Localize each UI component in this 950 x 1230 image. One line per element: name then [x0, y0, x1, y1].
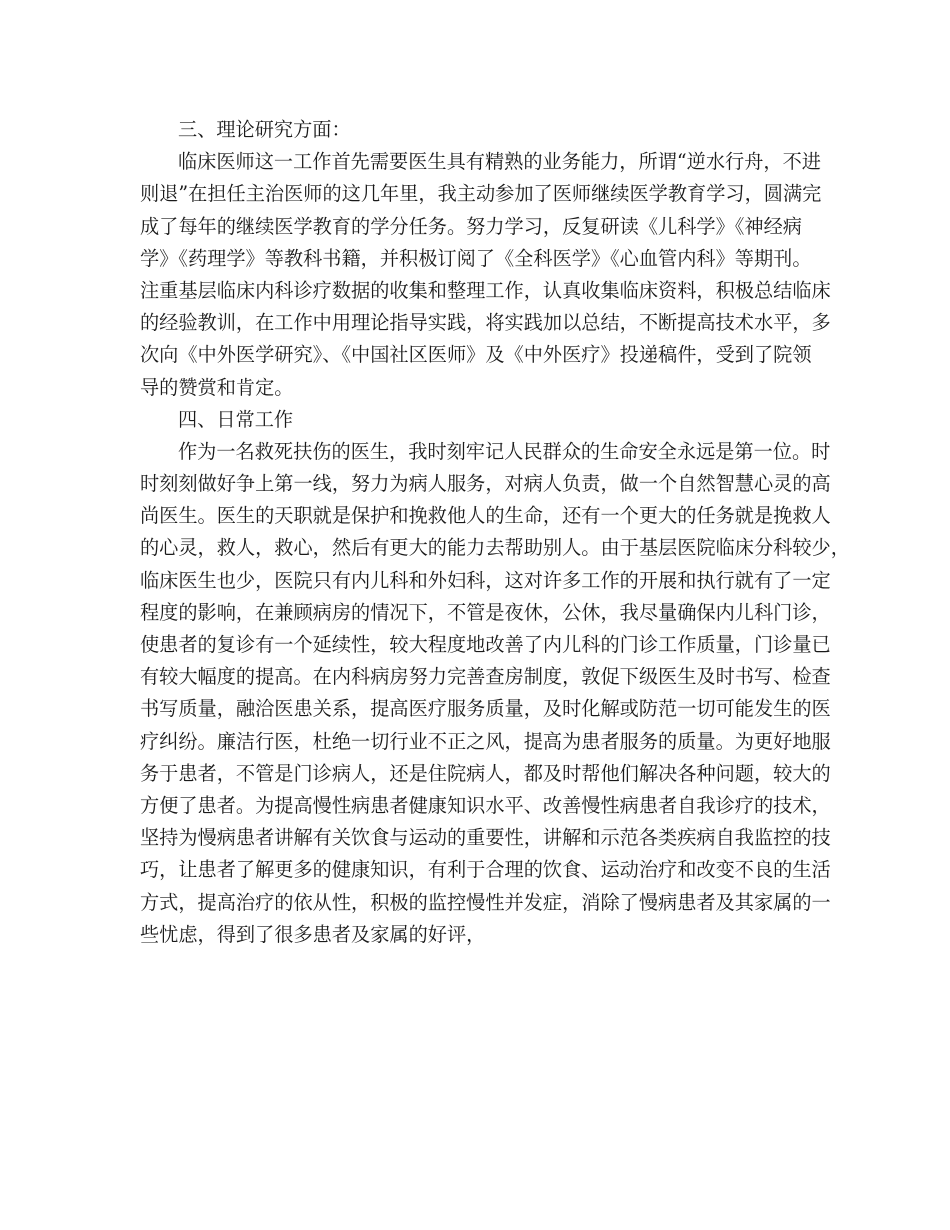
paragraph-line: 临床医师这一工作首先需要医生具有精熟的业务能力，所谓“逆水行舟，不进 — [178, 150, 821, 174]
paragraph-line: 的心灵，救人，救心，然后有更大的能力去帮助别人。由于基层医院临床分科较少， — [140, 536, 850, 560]
document-body — [140, 114, 850, 951]
section-heading-daily-work: 四、日常工作 — [178, 407, 294, 431]
paragraph-line: 疗纠纷。廉洁行医，杜绝一切行业不正之风，提高为患者服务的质量。为更好地服 — [140, 729, 831, 753]
paragraph-line: 使患者的复诊有一个延续性，较大程度地改善了内儿科的门诊工作质量，门诊量已 — [140, 633, 831, 656]
paragraph-line: 则退”在担任主治医师的这几年里，我主动参加了医师继续医学教育学习，圆满完 — [140, 182, 822, 206]
paragraph-line: 巧，让患者了解更多的健康知识，有利于合理的饮食、运动治疗和改变不良的生活 — [140, 858, 831, 882]
paragraph-line: 方式，提高治疗的依从性，积极的监控慢性并发症，消除了慢病患者及其家属的一 — [140, 890, 831, 914]
paragraph-line: 时刻刻做好争上第一线，努力为病人服务，对病人负责，做一个自然智慧心灵的高 — [140, 472, 831, 496]
paragraph-line: 书写质量，融洽医患关系，提高医疗服务质量，及时化解或防范一切可能发生的医 — [140, 697, 831, 721]
paragraph-line: 导的赞赏和肯定。 — [140, 375, 294, 399]
paragraph-line: 成了每年的继续医学教育的学分任务。努力学习，反复研读《儿科学》《神经病 — [140, 214, 802, 238]
paragraph-line: 作为一名救死扶伤的医生，我时刻牢记人民群众的生命安全永远是第一位。时 — [178, 439, 831, 463]
paragraph-line: 注重基层临床内科诊疗数据的收集和整理工作，认真收集临床资料，积极总结临床 — [140, 278, 831, 302]
paragraph-line: 程度的影响，在兼顾病房的情况下，不管是夜休，公休，我尽量确保内儿科门诊， — [140, 600, 831, 624]
paragraph-line: 尚医生。医生的天职就是保护和挽救他人的生命，还有一个更大的任务就是挽救人 — [140, 504, 831, 528]
paragraph-line: 坚持为慢病患者讲解有关饮食与运动的重要性，讲解和示范各类疾病自我监控的技 — [140, 826, 831, 850]
paragraph-line: 有较大幅度的提高。在内科病房努力完善查房制度，敦促下级医生及时书写、检查 — [140, 665, 831, 689]
paragraph-line: 务于患者，不管是门诊病人，还是住院病人，都及时帮他们解决各种问题，较大的 — [140, 761, 831, 785]
paragraph-line: 的经验教训，在工作中用理论指导实践，将实践加以总结，不断提高技术水平，多 — [140, 311, 831, 335]
paragraph-line: 些忧虑，得到了很多患者及家属的好评， — [140, 922, 486, 946]
paragraph-line: 次向《中外医学研究》、《中国社区医师》及《中外医疗》投递稿件，受到了院领 — [140, 343, 812, 367]
section-heading-theory: 三、理论研究方面： — [178, 118, 351, 141]
paragraph-line: 学》《药理学》等教科书籍，并积极订阅了《全科医学》《心血管内科》等期刊。 — [140, 246, 812, 270]
paragraph-line: 临床医生也少，医院只有内儿科和外妇科，这对许多工作的开展和执行就有了一定 — [140, 568, 831, 592]
paragraph-line: 方便了患者。为提高慢性病患者健康知识水平、改善慢性病患者自我诊疗的技术， — [140, 793, 831, 817]
